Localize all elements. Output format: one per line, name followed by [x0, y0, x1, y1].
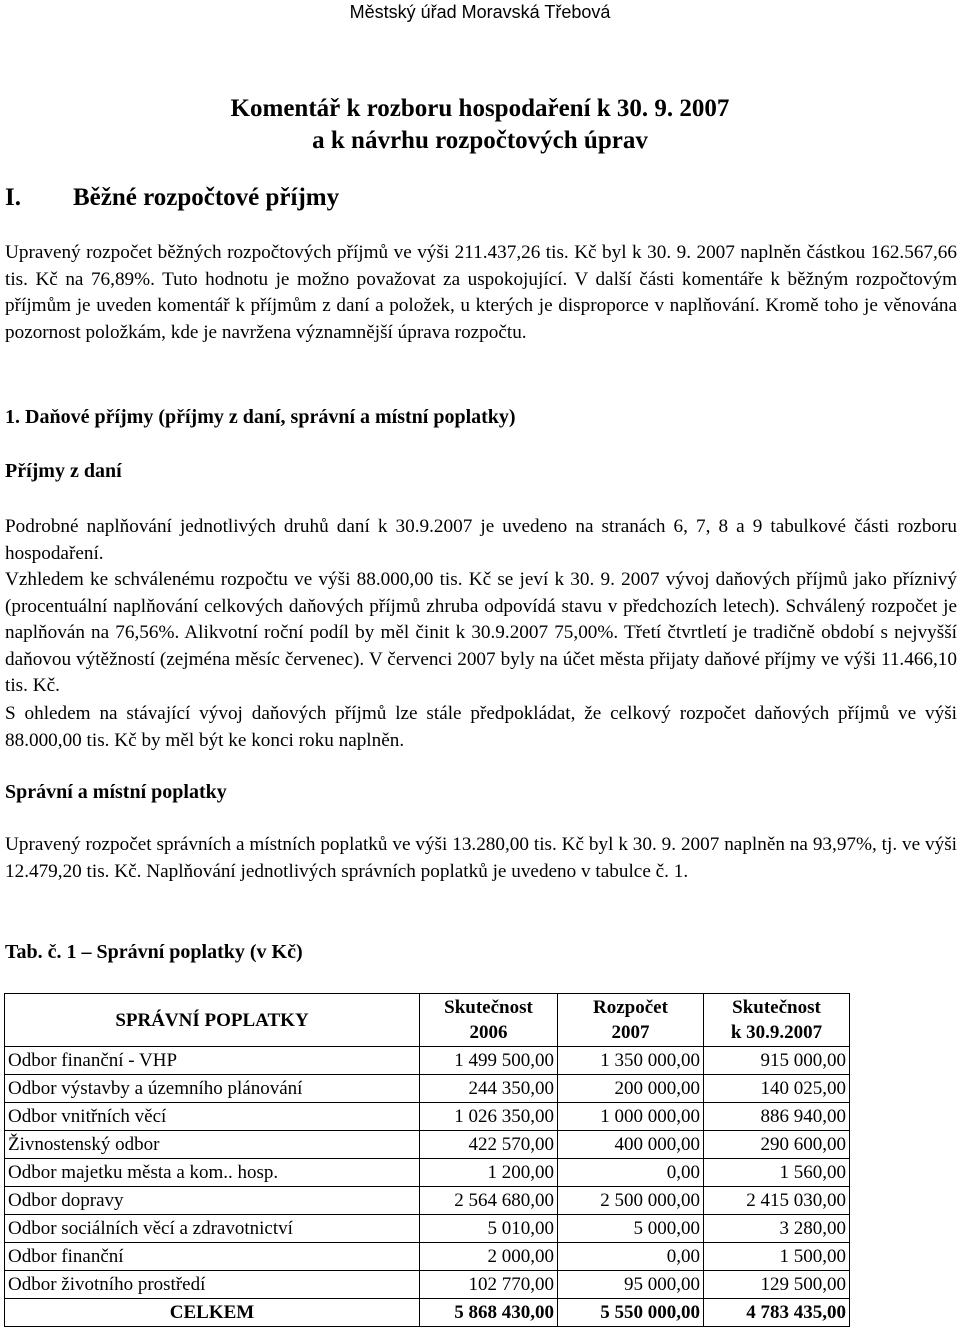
row-actual-2006: 5 010,00: [420, 1215, 558, 1243]
title-line-2: a k návrhu rozpočtových úprav: [312, 127, 648, 154]
fees-paragraph: [5, 832, 957, 885]
table-row: [5, 1047, 850, 1075]
row-actual-2006: 102 770,00: [420, 1271, 558, 1299]
row-actual-2006: 422 570,00: [420, 1131, 558, 1159]
header-actual-2007: [704, 994, 850, 1047]
table-row: [5, 1103, 850, 1131]
row-actual-2006: 2 564 680,00: [420, 1187, 558, 1215]
row-name: Odbor finanční: [5, 1243, 420, 1271]
intro-text: Upravený rozpočet běžných rozpočtových příjmů ve výši 211.437,26 tis. Kč byl k 30. 9. 2007 naplněn částkou 162.567,66 tis. Kč na 76,89%. Tuto hodnotu je možno považovat za uspokojující. V další části komentáře k běžným rozpočtovým příjmům je uveden komentář k příjmům z daní a položek, u kterých je disproporce v naplňování. Kromě toho je věnována pozornost položkám, kde je navržena významnější úprava rozpočtu.: [5, 242, 957, 343]
row-actual-2007: 2 415 030,00: [704, 1187, 850, 1215]
total-budget-2007: 5 550 000,00: [558, 1299, 704, 1327]
row-budget-2007: 95 000,00: [558, 1271, 704, 1299]
header-actual-2006-label: Skutečnost: [444, 997, 533, 1018]
row-actual-2006: 244 350,00: [420, 1075, 558, 1103]
section-title: Běžné rozpočtové příjmy: [73, 184, 340, 211]
table-total-row: [5, 1299, 850, 1327]
fees-heading: Správní a místní poplatky: [5, 781, 227, 803]
table-header-row: [5, 994, 850, 1047]
taxes-text-3: S ohledem na stávající vývoj daňových příjmů lze stále předpokládat, že celkový rozpočet daňových příjmů ve výši 88.000,00 tis. Kč by měl být ke konci roku naplněn.: [5, 703, 957, 751]
row-name: Odbor majetku města a kom.. hosp.: [5, 1159, 420, 1187]
row-actual-2006: 1 200,00: [420, 1159, 558, 1187]
row-actual-2007: 1 500,00: [704, 1243, 850, 1271]
taxes-paragraph-3: [5, 701, 957, 754]
header-actual-2007-date: k 30.9.2007: [730, 1022, 823, 1043]
row-name: Odbor sociálních věcí a zdravotnictví: [5, 1215, 420, 1243]
row-name: Odbor vnitřních věcí: [5, 1103, 420, 1131]
row-budget-2007: 1 000 000,00: [558, 1103, 704, 1131]
document-title: [0, 93, 960, 157]
row-name: Odbor výstavby a územního plánování: [5, 1075, 420, 1103]
table-row: [5, 1131, 850, 1159]
page-header: Městský úřad Moravská Třebová: [349, 2, 611, 22]
row-name: Živnostenský odbor: [5, 1131, 420, 1159]
row-budget-2007: 5 000,00: [558, 1215, 704, 1243]
row-actual-2007: 3 280,00: [704, 1215, 850, 1243]
table-row: [5, 1075, 850, 1103]
subsection-number: 1.: [5, 406, 20, 428]
taxes-text-2: Vzhledem ke schválenému rozpočtu ve výši 88.000,00 tis. Kč se jeví k 30. 9. 2007 vývoj daňových příjmů jako příznivý (procentuální naplňování celkových daňových příjmů zhruba odpovídá stavu v předchozích letech). Schválený rozpočet je naplňován na 76,56%. Alikvotní roční podíl by měl činit k 30.9.2007 75,00%. Třetí čtvrtletí je tradičně období s nejvyšší daňovou výtěžností (zejména měsíc červenec). V červenci 2007 byly na účet města přijaty daňové příjmy ve výši 11.466,10 tis. Kč.: [5, 569, 957, 696]
row-budget-2007: 200 000,00: [558, 1075, 704, 1103]
fees-table: [4, 993, 850, 1327]
row-actual-2006: 1 499 500,00: [420, 1047, 558, 1075]
row-budget-2007: 1 350 000,00: [558, 1047, 704, 1075]
header-actual-2006-year: 2006: [469, 1022, 508, 1043]
title-line-1: Komentář k rozboru hospodaření k 30. 9. 2007: [230, 95, 730, 122]
row-name: Odbor životního prostředí: [5, 1271, 420, 1299]
fees-text: Upravený rozpočet správních a místních poplatků ve výši 13.280,00 tis. Kč byl k 30. 9. 2007 naplněn na 93,97%, tj. ve výši 12.479,20 tis. Kč. Naplňování jednotlivých správních poplatků je uvedeno v tabulce č. 1.: [5, 834, 957, 882]
row-actual-2006: 1 026 350,00: [420, 1103, 558, 1131]
taxes-heading: Příjmy z daní: [5, 460, 122, 482]
row-budget-2007: 0,00: [558, 1159, 704, 1187]
row-actual-2007: 290 600,00: [704, 1131, 850, 1159]
table-row: [5, 1159, 850, 1187]
table-caption: Tab. č. 1 – Správní poplatky (v Kč): [5, 941, 303, 963]
total-actual-2007: 4 783 435,00: [704, 1299, 850, 1327]
header-category: SPRÁVNÍ POPLATKY: [5, 994, 420, 1047]
subsection-heading: [5, 406, 516, 429]
row-name: Odbor dopravy: [5, 1187, 420, 1215]
table-row: [5, 1215, 850, 1243]
table-row: [5, 1271, 850, 1299]
row-budget-2007: 0,00: [558, 1243, 704, 1271]
row-name: Odbor finanční - VHP: [5, 1047, 420, 1075]
table-row: [5, 1187, 850, 1215]
total-label: CELKEM: [5, 1299, 420, 1327]
row-budget-2007: 2 500 000,00: [558, 1187, 704, 1215]
row-actual-2007: 915 000,00: [704, 1047, 850, 1075]
subsection-title: Daňové příjmy (příjmy z daní, správní a místní poplatky): [25, 406, 516, 428]
row-actual-2007: 886 940,00: [704, 1103, 850, 1131]
intro-paragraph: [5, 240, 957, 346]
header-budget-2007-year: 2007: [611, 1022, 650, 1043]
section-number: I.: [5, 184, 21, 211]
header-actual-2006: [420, 994, 558, 1047]
header-budget-2007-label: Rozpočet: [593, 997, 668, 1018]
header-budget-2007: [558, 994, 704, 1047]
row-actual-2007: 140 025,00: [704, 1075, 850, 1103]
header-actual-2007-label: Skutečnost: [732, 997, 821, 1018]
section-heading: [5, 184, 339, 212]
row-actual-2007: 1 560,00: [704, 1159, 850, 1187]
row-actual-2006: 2 000,00: [420, 1243, 558, 1271]
taxes-text-1: Podrobné naplňování jednotlivých druhů daní k 30.9.2007 je uvedeno na stranách 6, 7, 8 a 9 tabulkové části rozboru hospodaření.: [5, 516, 957, 564]
row-budget-2007: 400 000,00: [558, 1131, 704, 1159]
taxes-paragraph-2: [5, 567, 957, 700]
table-row: [5, 1243, 850, 1271]
total-actual-2006: 5 868 430,00: [420, 1299, 558, 1327]
taxes-paragraph-1: [5, 514, 957, 567]
row-actual-2007: 129 500,00: [704, 1271, 850, 1299]
